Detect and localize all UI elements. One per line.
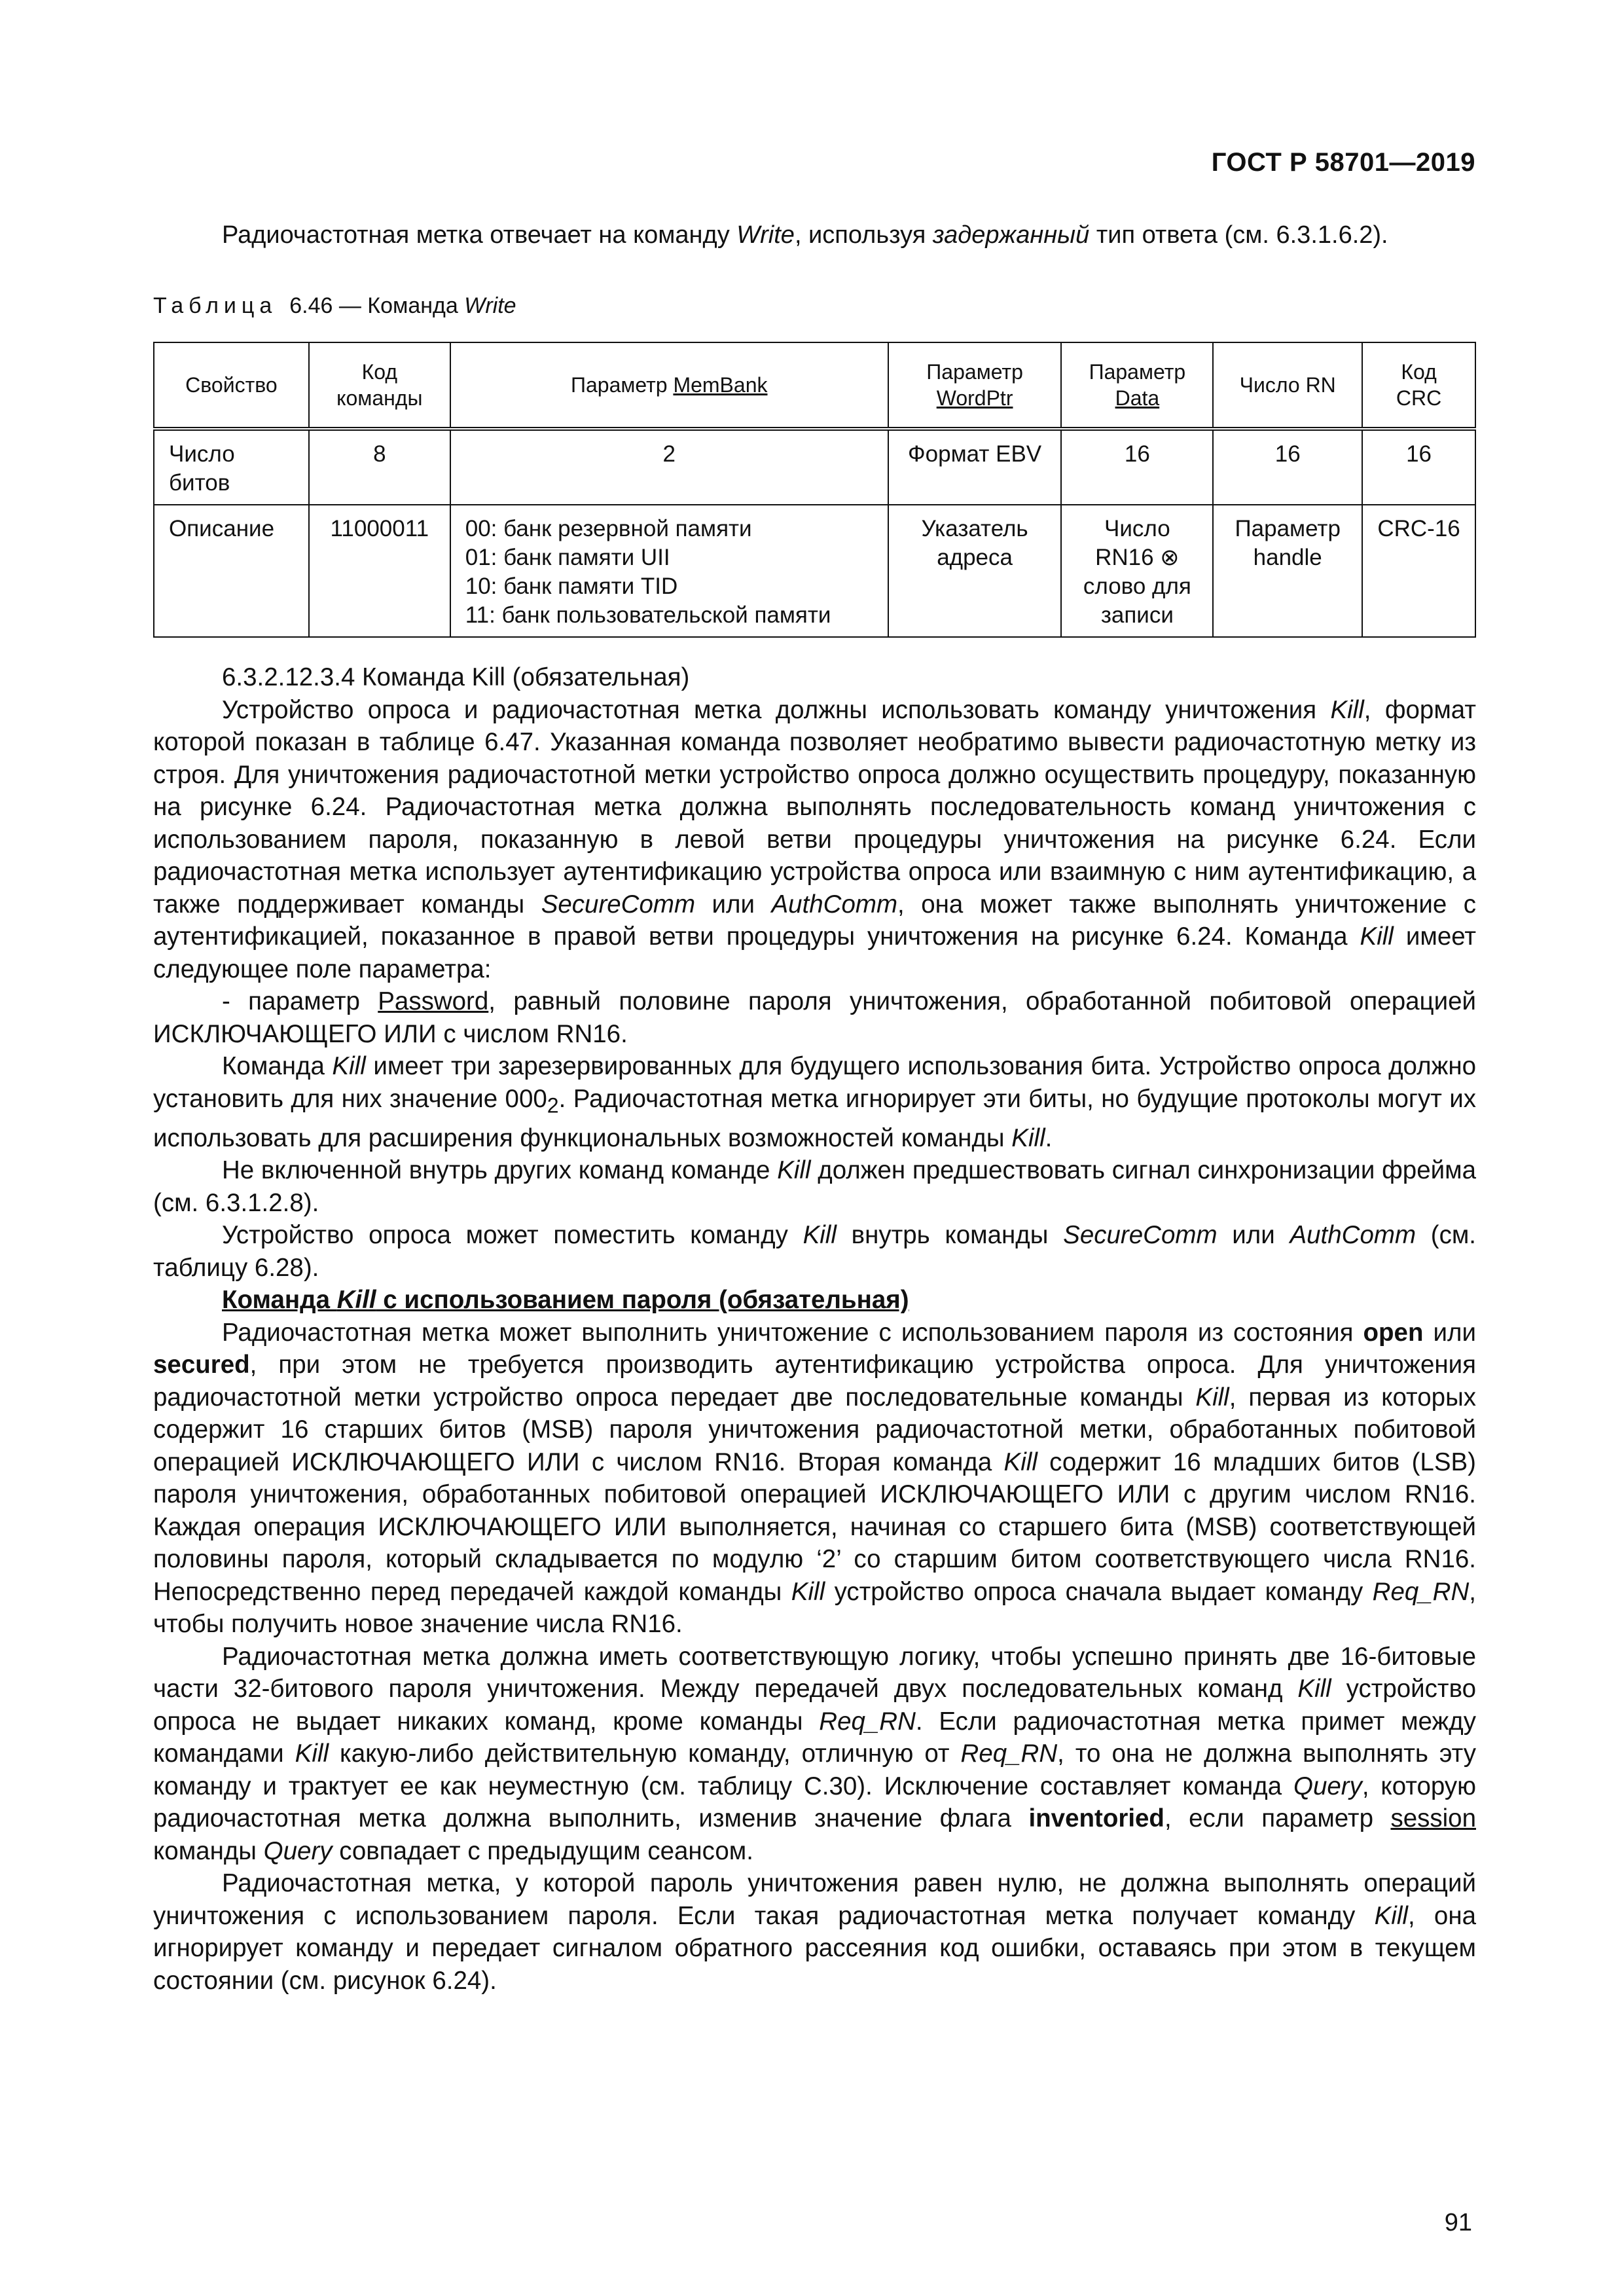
paragraph-zero-password: Радиочастотная метка, у которой пароль уничтожения равен нулю, не должна выполнять операций уничтожения с использованием пароля. Если такая радиочастотная метка получает команду Kill, она игнорирует команду и передает сигналом обратного рассеяния код ошибки, оставаясь при этом в текущем состоянии (см. рисунок 6.24). xyxy=(153,1869,1476,1995)
cell-bits-data: 16 xyxy=(1061,429,1213,505)
cell-bits-code: 8 xyxy=(309,429,450,505)
cell-desc-rn: Параметр handle xyxy=(1213,505,1362,637)
subheading-password-kill: Команда Kill с использованием пароля (обязательная) xyxy=(222,1286,909,1315)
section-heading: 6.3.2.12.3.4 Команда Kill (обязательная) xyxy=(222,663,690,691)
header-code: Код команды xyxy=(309,342,450,429)
cell-desc-code: 11000011 xyxy=(309,505,450,637)
cell-bits-rn: 16 xyxy=(1213,429,1362,505)
header-rn: Число RN xyxy=(1213,342,1362,429)
header-property: Свойство xyxy=(154,342,309,429)
paragraph-reserved-bits: Команда Kill имеет три зарезервированных для будущего использования бита. Устройство опроса должно установить для них значение $000_2$. Радиочастотная метка игнорирует эти биты, но будущие протоколы могут их использовать для расширения функциональных возможностей команды Kill. xyxy=(153,1052,1477,1152)
paragraph-kill-intro: Устройство опроса и радиочастотная метка должны использовать команду уничтожения Kill, формат которой показан в таблице 6.47. Указанная команда позволяет необратимо вывести радиочастотную метку из строя. Для уничтожения радиочастотной метки устройство опроса должно осуществить процедуру, показанную на рисунке 6.24. Радиочастотная метка должна выполнять последовательность команд уничтожения с использованием пароля, показанную в левой ветви процедуры уничтожения на рисунке 6.24. Если радиочастотная метка использует аутентификацию устройства опроса или взаимную с ним аутентификацию, а также поддерживает команды SecureComm или AuthComm, она может также выполнять уничтожение с аутентификацией, показанное в правой ветви процедуры уничтожения на рисунке 6.24. Команда Kill имеет следующее поле параметра: xyxy=(153,695,1477,983)
paragraph-password-param: - параметр Password, равный половине пароля уничтожения, обработанной побитовой операцией ИСКЛЮЧАЮЩЕГО ИЛИ с числом RN16. xyxy=(153,987,1476,1048)
header-crc: Код CRC xyxy=(1362,342,1475,429)
cell-desc-data: Число RN16 ⊗ слово для записи xyxy=(1061,505,1213,637)
paragraph-frame-sync: Не включенной внутрь других команд команде Kill должен предшествовать сигнал синхронизации фрейма (см. 6.3.1.2.8). xyxy=(153,1156,1476,1217)
table-header-row xyxy=(154,342,1475,429)
page-number: 91 xyxy=(1444,2209,1472,2236)
cell-bits-crc: 16 xyxy=(1362,429,1475,505)
paragraph-logic: Радиочастотная метка должна иметь соответствующую логику, чтобы успешно принять две 16-битовые части 32-битового пароля уничтожения. Между передачей двух последовательных команд Kill устройство опроса не выдает никаких команд, кроме команды Req_RN. Если радиочастотная метка примет между командами Kill какую-либо действительную команду, отличную от Req_RN, то она не должна выполнять эту команду и трактует ее как неуместную (см. таблицу С.30). Исключение составляет команда Query, которую радиочастотная метка должна выполнить, изменив значение флага inventoried, если параметр session команды Query совпадает с предыдущим сеансом. xyxy=(153,1642,1477,1865)
cell-bits-membank: 2 xyxy=(450,429,888,505)
cell-bits-wordptr: Формат EBV xyxy=(888,429,1062,505)
header-wordptr: Параметр WordPtr xyxy=(888,342,1062,429)
table-caption: Таблица 6.46 — Команда Write xyxy=(153,293,516,318)
header-data: Параметр Data xyxy=(1061,342,1213,429)
document-standard-header: ГОСТ Р 58701—2019 xyxy=(1211,148,1475,177)
cell-desc-wordptr: Указатель адреса xyxy=(888,505,1062,637)
header-membank: Параметр MemBank xyxy=(450,342,888,429)
cell-bits-label: Число битов xyxy=(154,429,309,505)
table-row-description xyxy=(154,505,1475,637)
paragraph-password-kill: Радиочастотная метка может выполнить уничтожение с использованием пароля из состояния open или secured, при этом не требуется производить аутентификацию устройства опроса. Для уничтожения радиочастотной метки устройство опроса передает две последовательные команды Kill, первая из которых содержит 16 старших битов (MSB) пароля уничтожения радиочастотной метки, обработанных побитовой операцией ИСКЛЮЧАЮЩЕГО ИЛИ с числом RN16. Вторая команда Kill содержит 16 младших битов (LSB) пароля уничтожения, обработанных побитовой операцией ИСКЛЮЧАЮЩЕГО ИЛИ с другим числом RN16. Каждая операция ИСКЛЮЧАЮЩЕГО ИЛИ выполняется, начиная со старшего бита (MSB) соответствующей половины пароля, который складывается по модулю ‘2’ со старшим битом соответствующего числа RN16. Непосредственно перед передачей каждой команды Kill устройство опроса сначала выдает команду Req_RN, чтобы получить новое значение числа RN16. xyxy=(153,1318,1476,1639)
write-command-table xyxy=(153,342,1476,638)
cell-desc-crc: CRC-16 xyxy=(1362,505,1475,637)
body-text xyxy=(153,661,1476,1997)
intro-sentence: Радиочастотная метка отвечает на команду Write, используя задержанный тип ответа (см. 6.3.1.6.2). xyxy=(222,221,1388,249)
cell-desc-label: Описание xyxy=(154,505,309,637)
cell-desc-membank: 00: банк резервной памяти 01: банк памяти UII 10: банк памяти TID 11: банк пользовательской памяти xyxy=(450,505,888,637)
paragraph-encapsulation: Устройство опроса может поместить команду Kill внутрь команды SecureComm или AuthComm (см. таблицу 6.28). xyxy=(153,1221,1477,1282)
table-row-bits xyxy=(154,429,1475,505)
